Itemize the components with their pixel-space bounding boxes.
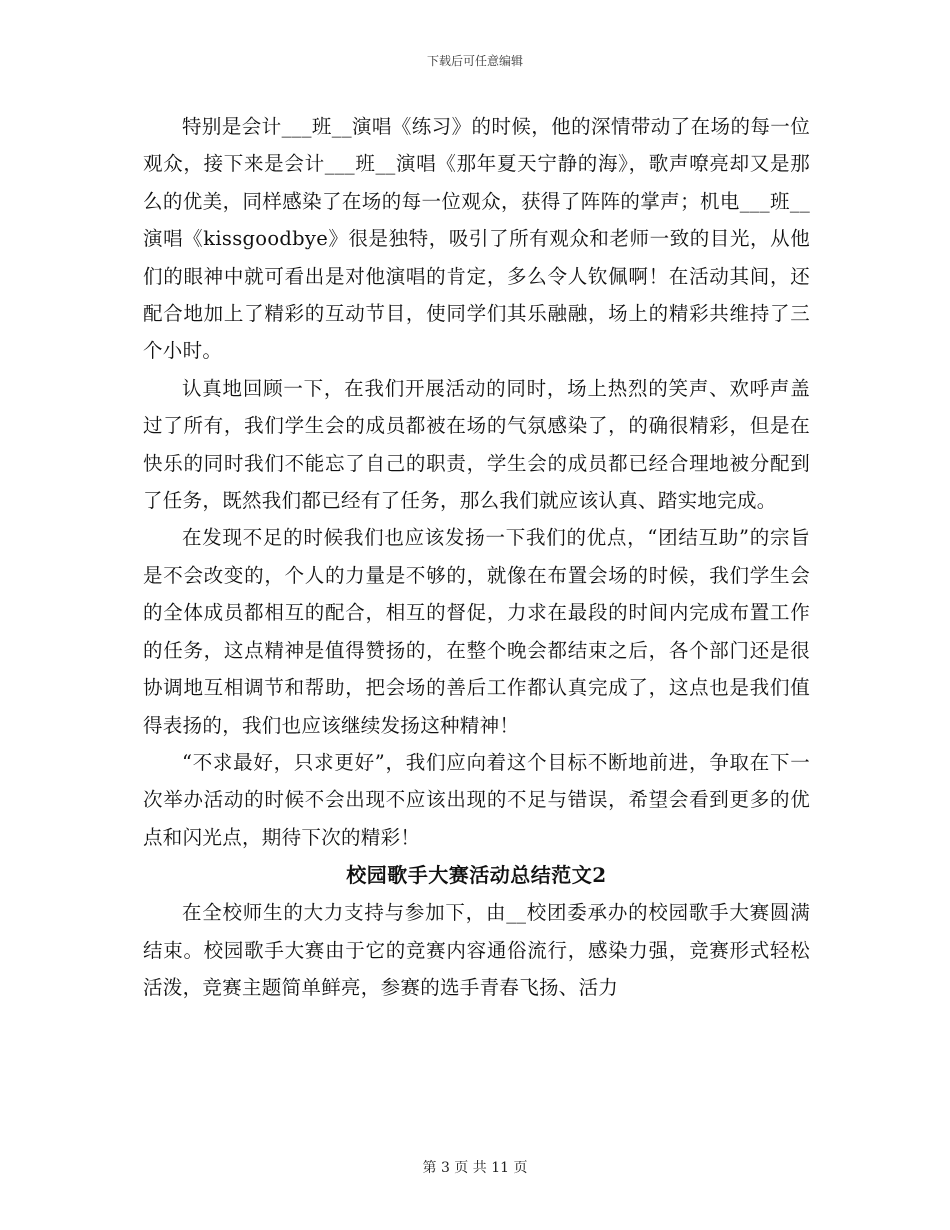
paragraph-teamwork: 在发现不足的时候我们也应该发扬一下我们的优点，“团结互助”的宗旨是不会改变的，个人的力量是不够的，就像在布置会场的时候，我们学生会的全体成员都相互的配合，相互的督促，力求在最段的时间内完成布置工作的任务，这点精神是值得赞扬的，在整个晚会都结束之后，各个部门还是很协调地互相调节和帮助，把会场的善后工作都认真完成了，这点也是我们值得表扬的，我们也应该继续发扬这种精神！ — [143, 526, 810, 737]
page-footer: 第 3 页 共 11 页 — [422, 1160, 528, 1176]
document-body — [143, 108, 810, 1006]
paragraph-performances: 特别是会计___班__演唱《练习》的时候，他的深情带动了在场的每一位观众，接下来是会计___班__演唱《那年夏天宁静的海》，歌声嘹亮却又是那么的优美，同样感染了在场的每一位观众，获得了阵阵的掌声；机电___班__演唱《kissgoodbye》很是独特，吸引了所有观众和老师一致的目光，从他们的眼神中就可看出是对他演唱的肯定，多么令人钦佩啊！在活动其间，还配合地加上了精彩的互动节目，使同学们其乐融融，场上的精彩共维持了三个小时。 — [143, 115, 810, 363]
paragraph-review: 认真地回顾一下，在我们开展活动的同时，场上热烈的笑声、欢呼声盖过了所有，我们学生会的成员都被在场的气氛感染了，的确很精彩，但是在快乐的同时我们不能忘了自己的职责，学生会的成员都已经合理地被分配到了任务，既然我们都已经有了任务，那么我们就应该认真、踏实地完成。 — [143, 376, 810, 513]
section-title: 校园歌手大赛活动总结范文2 — [346, 863, 607, 888]
page-header: 下载后可任意编辑 — [426, 54, 523, 68]
paragraph-section-intro: 在全校师生的大力支持与参加下，由__校团委承办的校园歌手大赛圆满结束。校园歌手大赛由于它的竞赛内容通俗流行，感染力强，竞赛形式轻松活泼，竞赛主题简单鲜亮，参赛的选手青春飞扬、活力 — [143, 901, 810, 999]
paragraph-motto: “不求最好，只求更好”，我们应向着这个目标不断地前进，争取在下一次举办活动的时候不会出现不应该出现的不足与错误，希望会看到更多的优点和闪光点，期待下次的精彩！ — [143, 750, 810, 849]
